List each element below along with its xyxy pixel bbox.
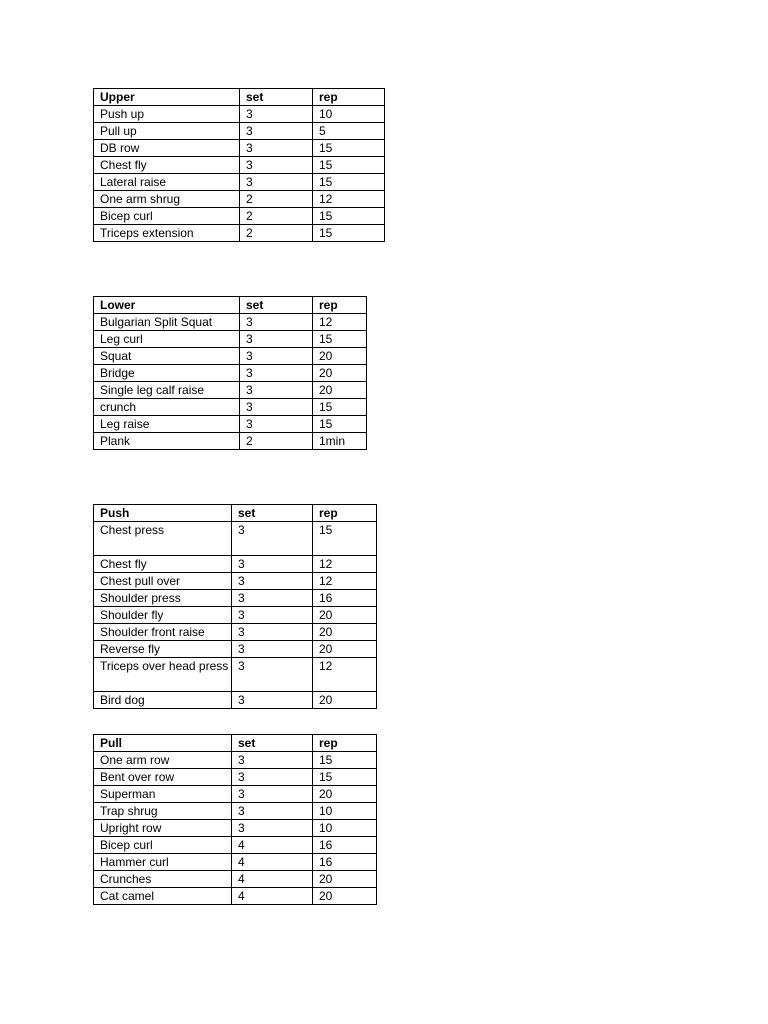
rep-cell: 12 bbox=[313, 191, 385, 208]
table-row bbox=[94, 658, 377, 692]
exercise-cell: Leg raise bbox=[94, 416, 240, 433]
set-cell: 3 bbox=[240, 416, 313, 433]
table-row bbox=[94, 641, 377, 658]
table-row bbox=[94, 803, 377, 820]
rep-cell: 16 bbox=[313, 837, 377, 854]
exercise-cell: Pull up bbox=[94, 123, 240, 140]
exercise-cell: Reverse fly bbox=[94, 641, 232, 658]
set-cell: 3 bbox=[232, 624, 313, 641]
exercise-cell: Bridge bbox=[94, 365, 240, 382]
exercise-cell: Bird dog bbox=[94, 692, 232, 709]
exercise-cell: Superman bbox=[94, 786, 232, 803]
table-row bbox=[94, 607, 377, 624]
header-cell-rep: rep bbox=[313, 297, 367, 314]
rep-cell: 12 bbox=[313, 573, 377, 590]
rep-cell: 10 bbox=[313, 106, 385, 123]
exercise-cell: Chest fly bbox=[94, 556, 232, 573]
table-row bbox=[94, 854, 377, 871]
exercise-cell: One arm row bbox=[94, 752, 232, 769]
set-cell: 3 bbox=[240, 106, 313, 123]
rep-cell: 20 bbox=[313, 786, 377, 803]
set-cell: 3 bbox=[232, 769, 313, 786]
rep-cell: 15 bbox=[313, 157, 385, 174]
table-header-row bbox=[94, 297, 367, 314]
rep-cell: 15 bbox=[313, 140, 385, 157]
rep-cell: 20 bbox=[313, 365, 367, 382]
rep-cell: 15 bbox=[313, 399, 367, 416]
table-row bbox=[94, 157, 385, 174]
set-cell: 3 bbox=[240, 157, 313, 174]
rep-cell: 15 bbox=[313, 522, 377, 556]
rep-cell: 20 bbox=[313, 382, 367, 399]
table-row bbox=[94, 123, 385, 140]
set-cell: 4 bbox=[232, 854, 313, 871]
table-row bbox=[94, 174, 385, 191]
table-row bbox=[94, 556, 377, 573]
rep-cell: 16 bbox=[313, 854, 377, 871]
exercise-cell: DB row bbox=[94, 140, 240, 157]
set-cell: 3 bbox=[232, 590, 313, 607]
table-row bbox=[94, 433, 367, 450]
set-cell: 3 bbox=[232, 556, 313, 573]
table-row bbox=[94, 106, 385, 123]
table-row bbox=[94, 140, 385, 157]
set-cell: 3 bbox=[232, 692, 313, 709]
header-cell-set: set bbox=[240, 89, 313, 106]
set-cell: 2 bbox=[240, 208, 313, 225]
exercise-cell: Bicep curl bbox=[94, 837, 232, 854]
table-row bbox=[94, 590, 377, 607]
header-cell-exercise: Upper bbox=[94, 89, 240, 106]
set-cell: 2 bbox=[240, 225, 313, 242]
exercise-cell: Lateral raise bbox=[94, 174, 240, 191]
set-cell: 3 bbox=[240, 314, 313, 331]
exercise-cell: Triceps extension bbox=[94, 225, 240, 242]
exercise-cell: Crunches bbox=[94, 871, 232, 888]
exercise-cell: Triceps over head press bbox=[94, 658, 232, 692]
header-cell-set: set bbox=[232, 505, 313, 522]
set-cell: 4 bbox=[232, 837, 313, 854]
header-cell-set: set bbox=[240, 297, 313, 314]
rep-cell: 20 bbox=[313, 641, 377, 658]
rep-cell: 15 bbox=[313, 769, 377, 786]
set-cell: 3 bbox=[232, 607, 313, 624]
table-row bbox=[94, 365, 367, 382]
rep-cell: 10 bbox=[313, 803, 377, 820]
push-workout-table bbox=[93, 504, 377, 709]
exercise-cell: Push up bbox=[94, 106, 240, 123]
rep-cell: 15 bbox=[313, 416, 367, 433]
exercise-cell: Chest fly bbox=[94, 157, 240, 174]
set-cell: 3 bbox=[240, 123, 313, 140]
exercise-cell: Squat bbox=[94, 348, 240, 365]
set-cell: 3 bbox=[240, 174, 313, 191]
exercise-cell: Hammer curl bbox=[94, 854, 232, 871]
table-row bbox=[94, 769, 377, 786]
exercise-cell: Chest press bbox=[94, 522, 232, 556]
rep-cell: 20 bbox=[313, 692, 377, 709]
exercise-cell: Plank bbox=[94, 433, 240, 450]
table-row bbox=[94, 191, 385, 208]
rep-cell: 15 bbox=[313, 208, 385, 225]
table-row bbox=[94, 314, 367, 331]
rep-cell: 20 bbox=[313, 871, 377, 888]
header-cell-exercise: Pull bbox=[94, 735, 232, 752]
table-row bbox=[94, 871, 377, 888]
rep-cell: 1min bbox=[313, 433, 367, 450]
table-row bbox=[94, 225, 385, 242]
set-cell: 3 bbox=[232, 522, 313, 556]
table-header-row bbox=[94, 89, 385, 106]
table-header-row bbox=[94, 735, 377, 752]
rep-cell: 15 bbox=[313, 225, 385, 242]
table-row bbox=[94, 399, 367, 416]
set-cell: 3 bbox=[232, 820, 313, 837]
rep-cell: 12 bbox=[313, 658, 377, 692]
table-row bbox=[94, 416, 367, 433]
exercise-cell: Leg curl bbox=[94, 331, 240, 348]
set-cell: 4 bbox=[232, 871, 313, 888]
rep-cell: 12 bbox=[313, 314, 367, 331]
rep-cell: 20 bbox=[313, 888, 377, 905]
header-cell-rep: rep bbox=[313, 89, 385, 106]
set-cell: 3 bbox=[240, 140, 313, 157]
set-cell: 3 bbox=[232, 658, 313, 692]
header-cell-rep: rep bbox=[313, 505, 377, 522]
set-cell: 3 bbox=[232, 573, 313, 590]
set-cell: 3 bbox=[232, 641, 313, 658]
set-cell: 3 bbox=[232, 752, 313, 769]
rep-cell: 15 bbox=[313, 174, 385, 191]
table-row bbox=[94, 888, 377, 905]
table-header-row bbox=[94, 505, 377, 522]
pull-workout-table bbox=[93, 734, 377, 905]
exercise-cell: Cat camel bbox=[94, 888, 232, 905]
exercise-cell: Trap shrug bbox=[94, 803, 232, 820]
table-row bbox=[94, 837, 377, 854]
exercise-cell: Bent over row bbox=[94, 769, 232, 786]
table-row bbox=[94, 382, 367, 399]
header-cell-rep: rep bbox=[313, 735, 377, 752]
table-row bbox=[94, 692, 377, 709]
exercise-cell: Bicep curl bbox=[94, 208, 240, 225]
table-row bbox=[94, 752, 377, 769]
set-cell: 3 bbox=[232, 786, 313, 803]
set-cell: 3 bbox=[240, 331, 313, 348]
table-row bbox=[94, 786, 377, 803]
rep-cell: 10 bbox=[313, 820, 377, 837]
set-cell: 2 bbox=[240, 191, 313, 208]
set-cell: 2 bbox=[240, 433, 313, 450]
set-cell: 3 bbox=[240, 365, 313, 382]
set-cell: 3 bbox=[240, 399, 313, 416]
rep-cell: 20 bbox=[313, 607, 377, 624]
exercise-cell: Shoulder fly bbox=[94, 607, 232, 624]
set-cell: 3 bbox=[232, 803, 313, 820]
exercise-cell: Shoulder front raise bbox=[94, 624, 232, 641]
rep-cell: 16 bbox=[313, 590, 377, 607]
set-cell: 4 bbox=[232, 888, 313, 905]
rep-cell: 15 bbox=[313, 752, 377, 769]
exercise-cell: Upright row bbox=[94, 820, 232, 837]
rep-cell: 15 bbox=[313, 331, 367, 348]
rep-cell: 12 bbox=[313, 556, 377, 573]
table-row bbox=[94, 573, 377, 590]
upper-workout-table bbox=[93, 88, 385, 242]
exercise-cell: Shoulder press bbox=[94, 590, 232, 607]
exercise-cell: Single leg calf raise bbox=[94, 382, 240, 399]
set-cell: 3 bbox=[240, 382, 313, 399]
rep-cell: 5 bbox=[313, 123, 385, 140]
rep-cell: 20 bbox=[313, 348, 367, 365]
exercise-cell: Bulgarian Split Squat bbox=[94, 314, 240, 331]
table-row bbox=[94, 522, 377, 556]
table-row bbox=[94, 820, 377, 837]
exercise-cell: crunch bbox=[94, 399, 240, 416]
table-row bbox=[94, 208, 385, 225]
table-row bbox=[94, 624, 377, 641]
exercise-cell: One arm shrug bbox=[94, 191, 240, 208]
set-cell: 3 bbox=[240, 348, 313, 365]
header-cell-exercise: Push bbox=[94, 505, 232, 522]
header-cell-exercise: Lower bbox=[94, 297, 240, 314]
header-cell-set: set bbox=[232, 735, 313, 752]
table-row bbox=[94, 348, 367, 365]
lower-workout-table bbox=[93, 296, 367, 450]
rep-cell: 20 bbox=[313, 624, 377, 641]
exercise-cell: Chest pull over bbox=[94, 573, 232, 590]
table-row bbox=[94, 331, 367, 348]
